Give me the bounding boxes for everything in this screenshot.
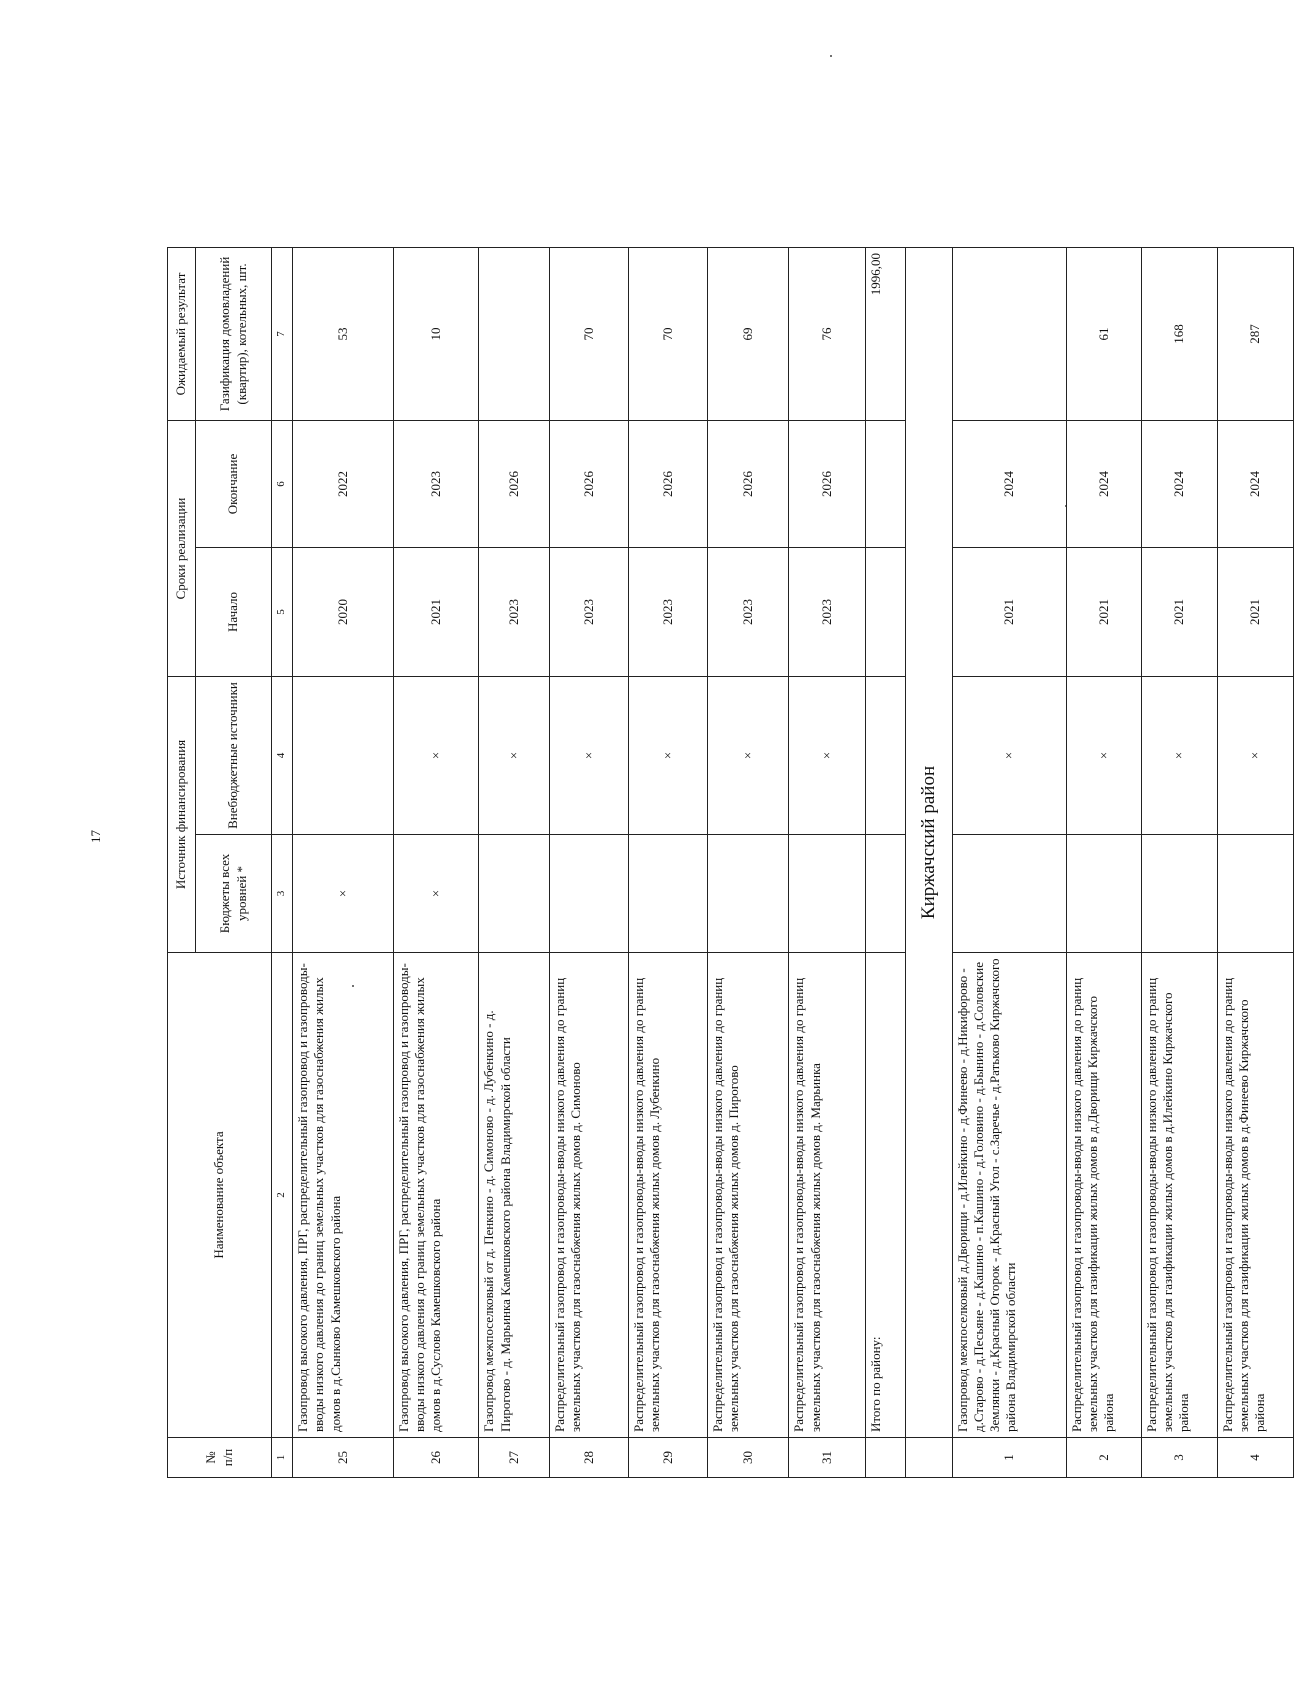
row-num: 31 xyxy=(789,1438,865,1478)
budgets-cell xyxy=(479,835,550,953)
result-count: 10 xyxy=(393,247,479,420)
page-number: 17 xyxy=(88,830,103,843)
result-count: 76 xyxy=(789,247,865,420)
start-year: 2023 xyxy=(550,548,629,677)
row-num: 26 xyxy=(393,1438,479,1478)
total-empty-cell xyxy=(865,420,906,547)
start-year: 2021 xyxy=(1141,548,1217,677)
end-year: 2024 xyxy=(1141,420,1217,547)
object-name: Распределительный газопровод и газопроводы-вводы низкого давления до границ земельных участков для газоснабжения жилых домов д. Пирогово xyxy=(707,953,789,1438)
object-name: Газопровод высокого давления, ПРГ, распределительный газопровод и газопроводы-вводы низкого давления до границ земельных участков для газоснабжения жилых домов в д.Суслово Камешковского района xyxy=(393,953,479,1438)
object-name: Газопровод межпоселковый д.Дворищи - д.Илейкино - д.Финеево - д.Никифорово - д.Старово - д.Песьяне - д.Кашино - п.Кашино - д.Головино - д.Бынино - д.Соловские Землянки - д.Красный Огорок - д.Красный Угол - с.Заречье - д.Ратьково Киржачского района Владимирской области xyxy=(952,953,1066,1438)
header-object-name: Наименование объекта xyxy=(168,953,272,1438)
header-budgets: Бюджеты всех уровней * xyxy=(196,835,272,953)
offbudget-cell: × xyxy=(952,677,1066,835)
column-number: 2 xyxy=(272,953,293,1438)
start-year: 2023 xyxy=(789,548,865,677)
result-count xyxy=(479,247,550,420)
table-row xyxy=(1141,247,1217,1477)
total-empty-cell xyxy=(865,835,906,953)
budgets-cell xyxy=(1217,835,1293,953)
end-year: 2024 xyxy=(952,420,1066,547)
table-row xyxy=(550,247,629,1477)
row-num: 2 xyxy=(1066,1438,1141,1478)
table-row xyxy=(707,247,789,1477)
budgets-cell xyxy=(952,835,1066,953)
header-expected-result: Ожидаемый результат xyxy=(168,247,196,420)
header-end: Окончание xyxy=(196,420,272,547)
start-year: 2023 xyxy=(628,548,707,677)
total-row xyxy=(865,247,906,1477)
object-name: Газопровод высокого давления, ПРГ, распределительный газопровод и газопроводы-вводы низкого давления до границ земельных участков для газоснабжения жилых домов в д.Сынково Камешковского района xyxy=(293,953,394,1438)
table-row xyxy=(952,247,1066,1477)
offbudget-cell: × xyxy=(628,677,707,835)
end-year: 2022 xyxy=(293,420,394,547)
scan-speck xyxy=(830,55,832,57)
object-name: Распределительный газопровод и газопроводы-вводы низкого давления до границ земельных участков для газификации жилых домов в д.Финеево Киржачского района xyxy=(1217,953,1293,1438)
result-count: 70 xyxy=(628,247,707,420)
offbudget-cell: × xyxy=(1066,677,1141,835)
offbudget-cell: × xyxy=(1141,677,1217,835)
start-year: 2023 xyxy=(707,548,789,677)
end-year: 2026 xyxy=(628,420,707,547)
result-count: 53 xyxy=(293,247,394,420)
object-name: Газопровод межпоселковый от д. Пенкино - д. Симоново - д. Лубенкино - д. Пирогово - д. Марьинка Камешковского района Владимирской области xyxy=(479,953,550,1438)
result-count: 70 xyxy=(550,247,629,420)
end-year: 2026 xyxy=(479,420,550,547)
table-row xyxy=(393,247,479,1477)
table-row xyxy=(479,247,550,1477)
object-name: Распределительный газопровод и газопроводы-вводы низкого давления до границ земельных участков для газификации жилых домов в д.Илейкино Киржачского района xyxy=(1141,953,1217,1438)
header-funding-source: Источник финансирования xyxy=(168,677,196,953)
start-year: 2021 xyxy=(393,548,479,677)
table-row xyxy=(1217,247,1293,1477)
column-number: 3 xyxy=(272,835,293,953)
start-year: 2023 xyxy=(479,548,550,677)
end-year: 2026 xyxy=(707,420,789,547)
result-count: 168 xyxy=(1141,247,1217,420)
header-num: № п/п xyxy=(168,1438,272,1478)
start-year: 2020 xyxy=(293,548,394,677)
row-num: 4 xyxy=(1217,1438,1293,1478)
section-row xyxy=(906,247,952,1477)
object-name: Распределительный газопровод и газопроводы-вводы низкого давления до границ земельных участков для газоснабжения жилых домов д. Лубенкино xyxy=(628,953,707,1438)
offbudget-cell: × xyxy=(707,677,789,835)
start-year: 2021 xyxy=(952,548,1066,677)
object-name: Распределительный газопровод и газопроводы-вводы низкого давления до границ земельных участков для газификации жилых домов в д.Дворищи Киржачского района xyxy=(1066,953,1141,1438)
table-row xyxy=(628,247,707,1477)
object-name: Распределительный газопровод и газопроводы-вводы низкого давления до границ земельных участков для газоснабжения жилых домов д. Симоново xyxy=(550,953,629,1438)
offbudget-cell: × xyxy=(1217,677,1293,835)
offbudget-cell: × xyxy=(789,677,865,835)
column-number: 1 xyxy=(272,1438,293,1478)
result-count: 61 xyxy=(1066,247,1141,420)
start-year: 2021 xyxy=(1066,548,1141,677)
offbudget-cell: × xyxy=(479,677,550,835)
object-name: Распределительный газопровод и газопроводы-вводы низкого давления до границ земельных участков для газоснабжения жилых домов д. Марьинка xyxy=(789,953,865,1438)
header-start: Начало xyxy=(196,548,272,677)
end-year: 2026 xyxy=(550,420,629,547)
gasification-objects-table xyxy=(167,247,1294,1478)
budgets-cell xyxy=(1141,835,1217,953)
column-number: 4 xyxy=(272,677,293,835)
header-result: Газификация домовладений (квартир), котельных, шт. xyxy=(196,247,272,420)
row-num: 1 xyxy=(952,1438,1066,1478)
start-year: 2021 xyxy=(1217,548,1293,677)
offbudget-cell: × xyxy=(550,677,629,835)
budgets-cell xyxy=(707,835,789,953)
total-num-cell xyxy=(865,1438,906,1478)
end-year: 2026 xyxy=(789,420,865,547)
result-count: 287 xyxy=(1217,247,1293,420)
budgets-cell xyxy=(1066,835,1141,953)
budgets-cell xyxy=(550,835,629,953)
column-number: 6 xyxy=(272,420,293,547)
row-num: 25 xyxy=(293,1438,394,1478)
table-row xyxy=(293,247,394,1477)
total-empty-cell xyxy=(865,548,906,677)
column-number: 5 xyxy=(272,548,293,677)
rotated-table-container xyxy=(167,248,1294,1478)
end-year: 2024 xyxy=(1217,420,1293,547)
table-row xyxy=(1066,247,1141,1477)
total-empty-cell xyxy=(865,677,906,835)
budgets-cell xyxy=(789,835,865,953)
row-num: 27 xyxy=(479,1438,550,1478)
end-year: 2023 xyxy=(393,420,479,547)
section-num-cell xyxy=(906,1438,952,1478)
header-offbudget: Внебюджетные источники xyxy=(196,677,272,835)
end-year: 2024 xyxy=(1066,420,1141,547)
row-num: 29 xyxy=(628,1438,707,1478)
offbudget-cell xyxy=(293,677,394,835)
header-implementation-terms: Сроки реализации xyxy=(168,420,196,676)
total-label: Итого по району: xyxy=(865,953,906,1438)
result-count: 69 xyxy=(707,247,789,420)
offbudget-cell: × xyxy=(393,677,479,835)
row-num: 28 xyxy=(550,1438,629,1478)
table-row xyxy=(789,247,865,1477)
row-num: 3 xyxy=(1141,1438,1217,1478)
row-num: 30 xyxy=(707,1438,789,1478)
total-value: 1996,00 xyxy=(865,247,906,420)
result-count xyxy=(952,247,1066,420)
section-title: Киржачский район xyxy=(906,247,952,1437)
budgets-cell: × xyxy=(293,835,394,953)
budgets-cell xyxy=(628,835,707,953)
column-number: 7 xyxy=(272,247,293,420)
budgets-cell: × xyxy=(393,835,479,953)
